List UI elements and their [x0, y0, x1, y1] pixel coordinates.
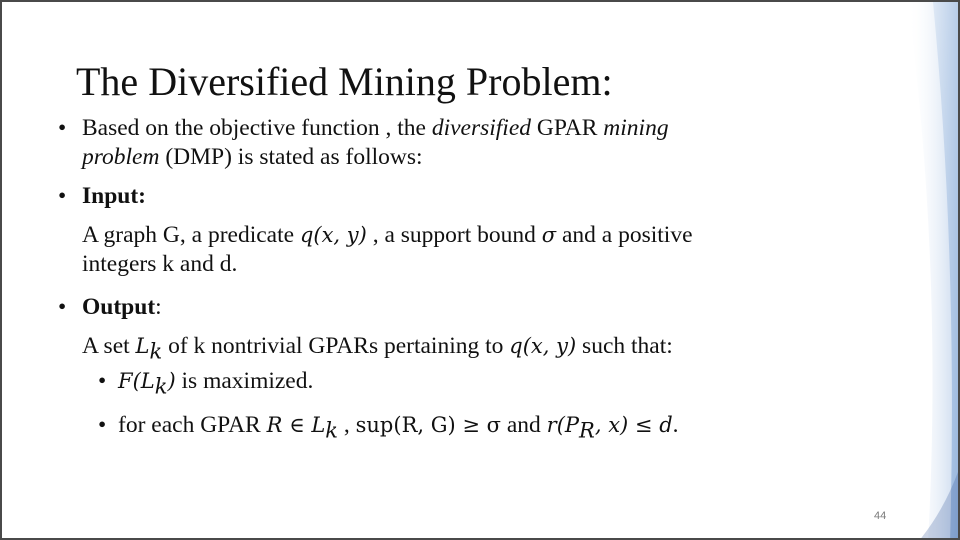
- math-predicate-2: q(x, y): [509, 334, 577, 358]
- input-label: Input:: [82, 183, 147, 209]
- math-Lk-sub: k: [149, 339, 163, 364]
- intro-problem: problem: [82, 144, 160, 170]
- output-description: [58, 332, 838, 367]
- math-support: sup(R, G) ≥ σ: [355, 413, 501, 438]
- input-text-a: A graph G, a predicate: [82, 222, 300, 248]
- math-r-P: r(P: [546, 413, 580, 438]
- intro-mining: mining: [603, 115, 669, 141]
- input-label-line: [58, 182, 838, 211]
- output-text-c: such that:: [576, 333, 673, 359]
- math-F-Lk: F(L: [118, 368, 155, 393]
- slide-title: The Diversified Mining Problem:: [76, 59, 613, 104]
- math-r-end: , x) ≤ d: [594, 413, 673, 438]
- output-text-b: of k nontrivial GPARs pertaining to: [162, 333, 510, 359]
- bullet-marker: •: [58, 294, 67, 320]
- bullet-output: [58, 293, 838, 322]
- sub-bullet-marker: •: [98, 412, 107, 439]
- comma-text: ,: [338, 412, 356, 439]
- output-label-line: [58, 293, 838, 322]
- intro-text-a: Based on the objective function: [82, 115, 386, 141]
- intro-text-b: , the: [385, 115, 432, 141]
- math-F-Lk-sub: k: [154, 374, 168, 399]
- math-R-in-Lk: R ∈ L: [266, 413, 326, 438]
- output-sub-item-2: [58, 411, 838, 446]
- intro-gpar: GPAR: [531, 115, 604, 141]
- bullet-input: [58, 182, 838, 211]
- page-number: 44: [874, 510, 887, 522]
- math-R-in-Lk-sub: k: [325, 419, 338, 444]
- math-r-P-sub: R: [579, 419, 595, 444]
- and-text: and: [500, 412, 547, 439]
- math-sigma: σ: [541, 223, 557, 247]
- intro-diversified: diversified: [431, 115, 532, 141]
- output-label: Output: [82, 294, 156, 320]
- output-label-colon: :: [155, 294, 162, 320]
- intro-text-g: (DMP) is stated as follows:: [159, 144, 423, 170]
- bullet-marker: •: [58, 115, 67, 141]
- intro-text: [58, 114, 838, 172]
- input-text-line2: integers k and d.: [82, 251, 238, 277]
- period-text: .: [672, 412, 679, 439]
- slide-content: [58, 114, 838, 446]
- bullet-intro: [58, 114, 838, 172]
- math-Lk: L: [135, 334, 150, 358]
- input-text-c: and a positive: [556, 222, 693, 248]
- output-text-a: A set: [82, 333, 136, 359]
- bullet-marker: •: [58, 183, 67, 209]
- maximized-text: is maximized.: [175, 367, 314, 394]
- input-text-b: , a support bound: [366, 222, 542, 248]
- output-sub-item-1: [58, 367, 838, 402]
- for-each-text: for each GPAR: [118, 412, 267, 439]
- math-F-Lk-end: ): [167, 368, 176, 393]
- math-predicate: q(x, y): [299, 223, 367, 247]
- sub-bullet-marker: •: [98, 367, 107, 394]
- input-description: [58, 221, 838, 279]
